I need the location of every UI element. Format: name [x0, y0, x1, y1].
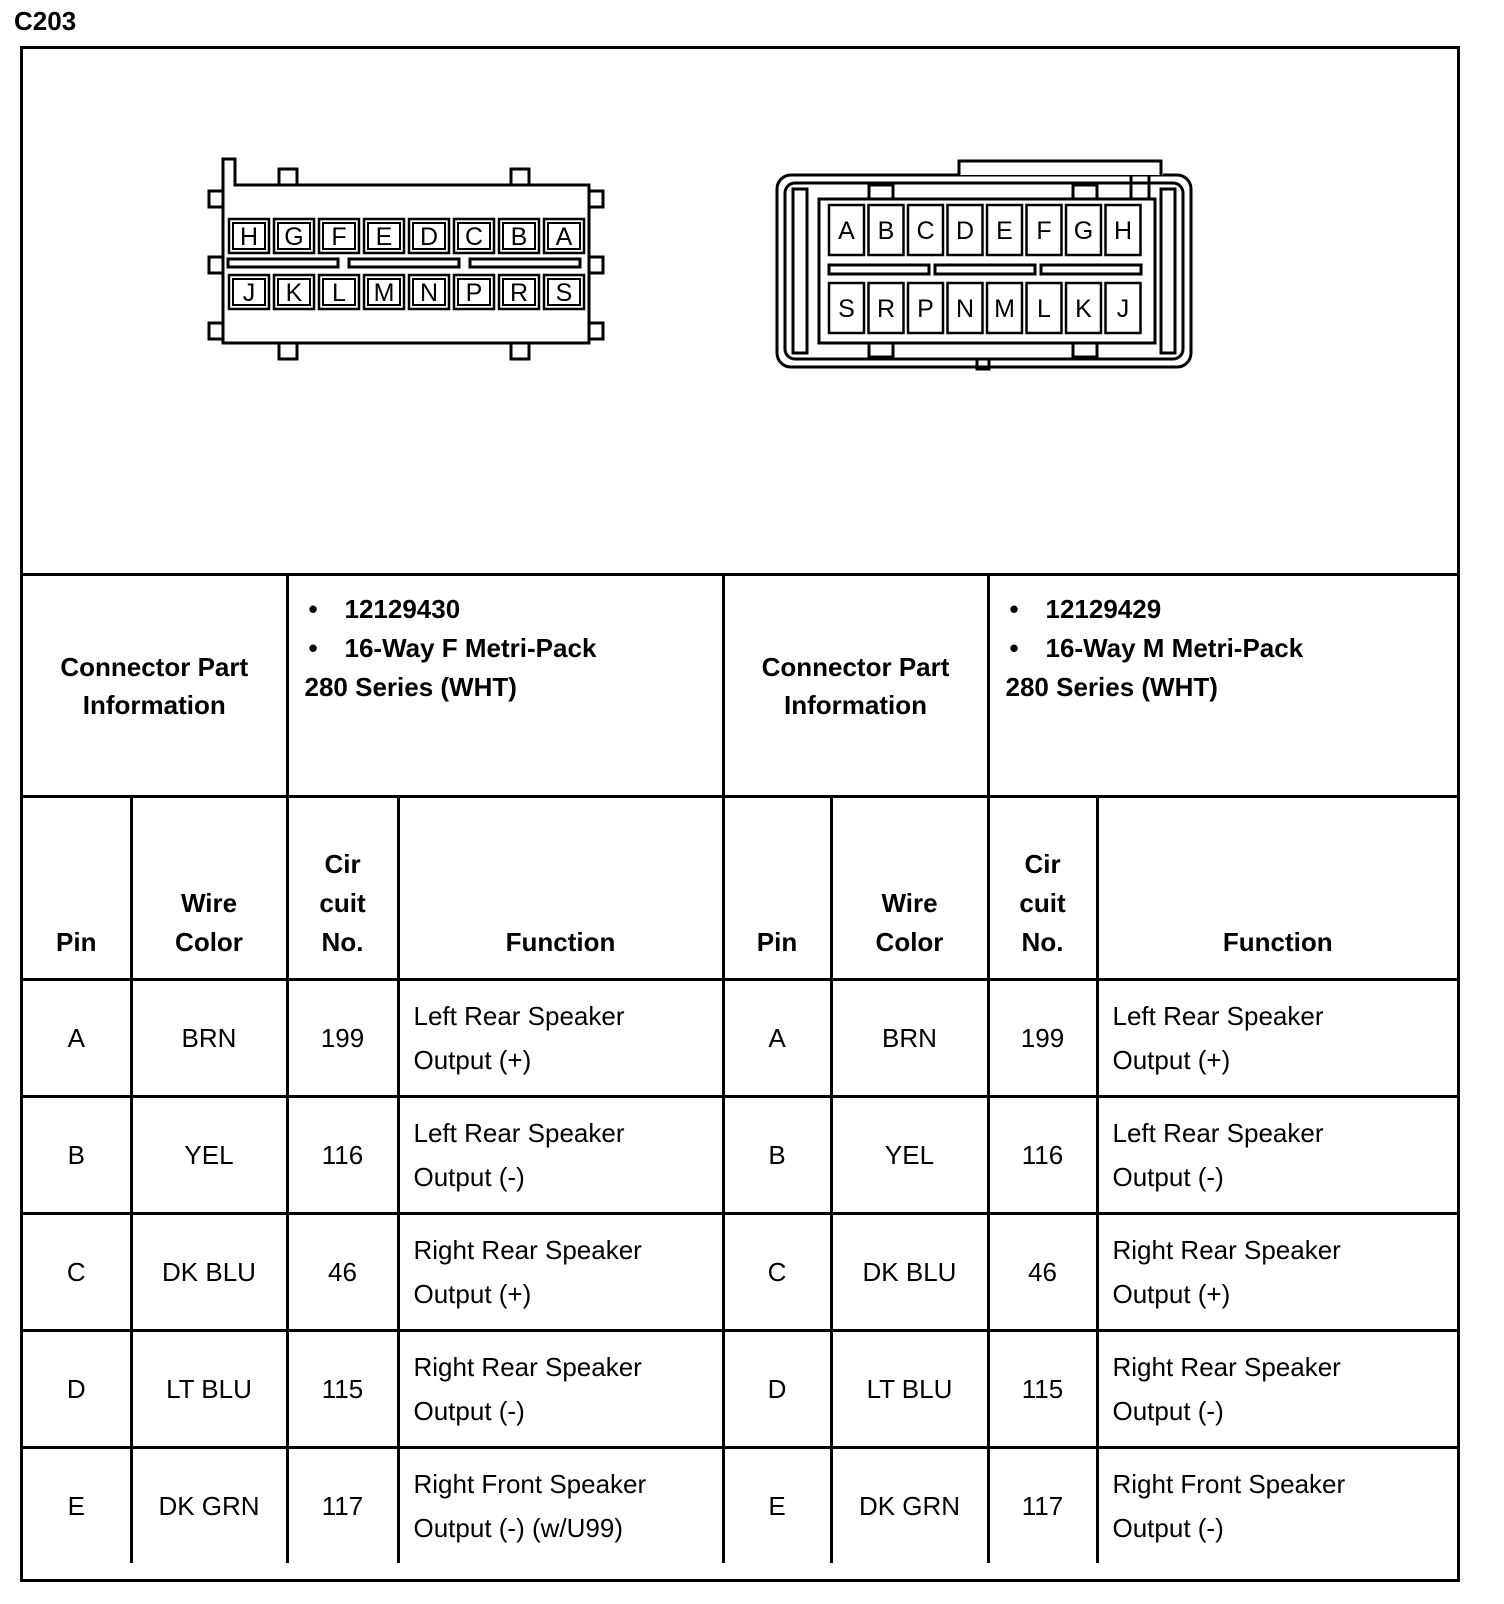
wire-color-cell: DK GRN [131, 1448, 287, 1564]
header-function-right: Function [1097, 797, 1457, 980]
female-connector-face [209, 159, 603, 359]
pin-cell: D [723, 1331, 831, 1448]
pin-M-box [987, 283, 1022, 333]
svg-text:B: B [877, 217, 895, 245]
svg-text:M: M [994, 295, 1015, 323]
wire-color-cell: YEL [831, 1097, 988, 1214]
svg-text:J: J [242, 279, 256, 307]
pin-P-box [454, 275, 494, 309]
circuit-number-cell: 46 [988, 1214, 1097, 1331]
svg-text:C: C [916, 217, 935, 245]
pin-G-box [1066, 205, 1101, 255]
part-info-left [287, 575, 723, 797]
pin-D-box [948, 205, 983, 255]
svg-text:N: N [419, 279, 439, 307]
pin-S-box [544, 275, 584, 309]
circuit-number-cell: 199 [988, 980, 1097, 1097]
header-wire-color-right: Wire Color [831, 797, 988, 980]
table-row [23, 1097, 1457, 1214]
function-cell: Right Rear Speaker Output (+) [398, 1214, 723, 1331]
pin-C-box [908, 205, 943, 255]
svg-text:E: E [996, 217, 1013, 245]
pin-cell: E [723, 1448, 831, 1564]
circuit-number-cell: 46 [287, 1214, 398, 1331]
part-number-right: • 12129429 [1006, 590, 1458, 629]
pin-B-box [499, 219, 539, 253]
pin-F-box [319, 219, 359, 253]
table-row [23, 1214, 1457, 1331]
function-cell: Right Rear Speaker Output (-) [398, 1331, 723, 1448]
svg-text:G: G [1073, 217, 1094, 245]
pin-M-box [364, 275, 404, 309]
part-info-label-line2: Information [82, 689, 226, 720]
circuit-number-cell: 116 [287, 1097, 398, 1214]
column-header-row [23, 797, 1457, 980]
pin-K-box [274, 275, 314, 309]
part-series-right: 280 Series (WHT) [1005, 672, 1218, 702]
part-number-left: • 12129430 [305, 590, 722, 629]
pin-A-box [829, 205, 864, 255]
pin-R-box [499, 275, 539, 309]
svg-text:E: E [375, 223, 393, 251]
table-row [23, 1448, 1457, 1564]
svg-text:L: L [332, 279, 346, 307]
part-info-right [988, 575, 1457, 797]
svg-text:C: C [464, 223, 484, 251]
wire-color-cell: LT BLU [131, 1331, 287, 1448]
svg-text:L: L [1037, 295, 1051, 323]
wire-color-cell: BRN [131, 980, 287, 1097]
svg-text:R: R [509, 279, 529, 307]
svg-text:J: J [1116, 295, 1130, 323]
circuit-number-cell: 116 [988, 1097, 1097, 1214]
pin-E-box [364, 219, 404, 253]
header-pin-right: Pin [723, 797, 831, 980]
pin-cell: D [23, 1331, 131, 1448]
circuit-number-cell: 199 [287, 980, 398, 1097]
header-circuit-right: Cir cuit No. [988, 797, 1097, 980]
svg-text:D: D [419, 223, 439, 251]
function-cell: Left Rear Speaker Output (-) [398, 1097, 723, 1214]
pin-C-box [454, 219, 494, 253]
pin-S-box [829, 283, 864, 333]
wire-color-cell: YEL [131, 1097, 287, 1214]
connector-diagram [23, 49, 1457, 573]
pin-N-box [409, 275, 449, 309]
header-function-left: Function [398, 797, 723, 980]
svg-text:F: F [1036, 217, 1052, 245]
svg-text:P: P [465, 279, 483, 307]
male-connector-face [777, 159, 1191, 369]
pin-cell: C [23, 1214, 131, 1331]
header-circuit-left: Cir cuit No. [287, 797, 398, 980]
pin-A-box [544, 219, 584, 253]
svg-text:K: K [1075, 295, 1092, 323]
pin-H-box [1106, 205, 1141, 255]
svg-text:N: N [955, 295, 975, 323]
pin-J-box [229, 275, 269, 309]
circuit-number-cell: 117 [287, 1448, 398, 1564]
svg-text:F: F [331, 223, 347, 251]
part-info-label-left [23, 575, 287, 797]
pin-cell: B [723, 1097, 831, 1214]
pin-B-box [869, 205, 904, 255]
part-info-row [23, 575, 1457, 797]
pin-cell: B [23, 1097, 131, 1214]
part-info-label-line1: Connector Part [60, 651, 249, 682]
function-cell: Right Rear Speaker Output (+) [1097, 1214, 1457, 1331]
pinout-table [23, 573, 1457, 1563]
pin-P-box [908, 283, 943, 333]
wire-color-cell: DK BLU [131, 1214, 287, 1331]
function-cell: Left Rear Speaker Output (+) [398, 980, 723, 1097]
pin-F-box [1027, 205, 1062, 255]
connector-title: C203 [14, 6, 77, 36]
header-pin-left: Pin [23, 797, 131, 980]
pin-D-box [409, 219, 449, 253]
svg-text:D: D [955, 217, 975, 245]
function-cell: Left Rear Speaker Output (-) [1097, 1097, 1457, 1214]
part-info-label-line2: Information [784, 689, 927, 720]
circuit-number-cell: 115 [287, 1331, 398, 1448]
svg-text:H: H [1113, 217, 1133, 245]
pin-L-box [1027, 283, 1062, 333]
part-info-label-right [723, 575, 988, 797]
pin-G-box [274, 219, 314, 253]
pin-E-box [987, 205, 1022, 255]
pin-J-box [1106, 283, 1141, 333]
pin-K-box [1066, 283, 1101, 333]
function-cell: Right Rear Speaker Output (-) [1097, 1331, 1457, 1448]
pin-cell: A [723, 980, 831, 1097]
function-cell: Left Rear Speaker Output (+) [1097, 980, 1457, 1097]
svg-text:S: S [555, 279, 573, 307]
circuit-number-cell: 115 [988, 1331, 1097, 1448]
svg-text:R: R [876, 295, 896, 323]
svg-text:H: H [239, 223, 259, 251]
wire-color-cell: DK GRN [831, 1448, 988, 1564]
pin-H-box [229, 219, 269, 253]
part-description-right: • 16-Way M Metri-Pack [1006, 629, 1458, 668]
pin-N-box [948, 283, 983, 333]
header-wire-color-left: Wire Color [131, 797, 287, 980]
svg-text:K: K [285, 279, 303, 307]
wire-color-cell: DK BLU [831, 1214, 988, 1331]
svg-text:B: B [510, 223, 528, 251]
part-description-left: • 16-Way F Metri-Pack [305, 629, 722, 668]
svg-text:A: A [555, 223, 573, 251]
function-cell: Right Front Speaker Output (-) (w/U99) [398, 1448, 723, 1564]
wire-color-cell: LT BLU [831, 1331, 988, 1448]
wire-color-cell: BRN [831, 980, 988, 1097]
pin-R-box [869, 283, 904, 333]
pin-L-box [319, 275, 359, 309]
svg-text:S: S [838, 295, 855, 323]
connector-frame [20, 46, 1460, 1582]
circuit-number-cell: 117 [988, 1448, 1097, 1564]
pin-cell: C [723, 1214, 831, 1331]
table-row [23, 1331, 1457, 1448]
pin-cell: E [23, 1448, 131, 1564]
svg-text:M: M [373, 279, 395, 307]
function-cell: Right Front Speaker Output (-) [1097, 1448, 1457, 1564]
svg-text:A: A [838, 217, 855, 245]
svg-text:G: G [284, 223, 304, 251]
table-row [23, 980, 1457, 1097]
part-info-label-line1: Connector Part [761, 651, 950, 682]
pin-cell: A [23, 980, 131, 1097]
part-series-left: 280 Series (WHT) [304, 672, 517, 702]
svg-text:P: P [917, 295, 934, 323]
